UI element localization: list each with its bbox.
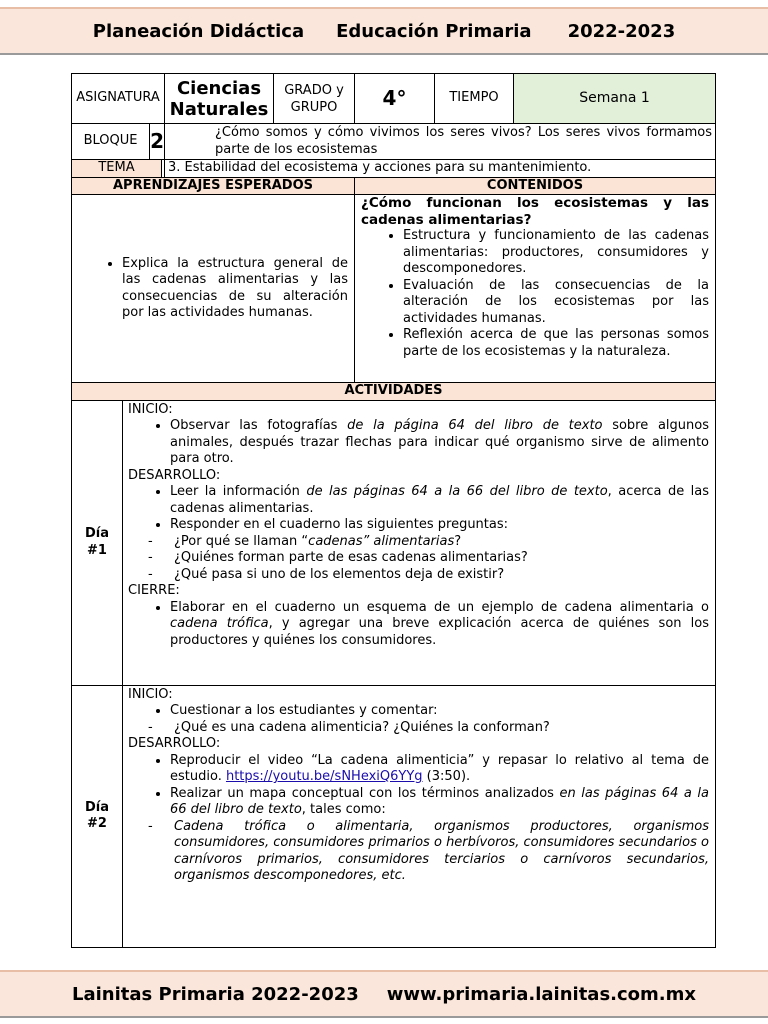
day2-desarrollo-item-2: • Realizar un mapa conceptual con los términos analizados en las páginas 64 a la 66 del libro de texto, tales como: bbox=[170, 786, 709, 819]
tema-row-left bbox=[72, 160, 165, 178]
grado-value: 4° bbox=[355, 74, 435, 124]
bloque-label: BLOQUE bbox=[72, 124, 150, 159]
aprendizajes-heading: APRENDIZAJES ESPERADOS bbox=[72, 177, 355, 195]
tema-label: TEMA bbox=[72, 160, 162, 177]
header-year: 2022-2023 bbox=[567, 20, 676, 42]
grado-label: GRADO y GRUPO bbox=[274, 74, 355, 124]
tiempo-label: TIEMPO bbox=[435, 74, 514, 124]
day1-inicio: INICIO: bbox=[128, 401, 173, 417]
day1-desarrollo: DESARROLLO: bbox=[128, 467, 221, 483]
day1-cierre: CIERRE: bbox=[128, 583, 180, 598]
contenidos-heading: CONTENIDOS bbox=[355, 177, 716, 195]
day1-desarrollo-item-1: • Leer la información de las páginas 64 a la 66 del libro de texto, acerca de las cadenas alimentarias. bbox=[170, 484, 709, 517]
bloque-text: ¿Cómo somos y cómo vivimos los seres vivos? Los seres vivos formamos parte de los ecosistemas bbox=[165, 124, 716, 160]
day2-question: - ¿Qué es una cadena alimenticia? ¿Quiénes la conforman? bbox=[148, 719, 550, 735]
actividades-heading: ACTIVIDADES bbox=[72, 383, 716, 401]
aprendizaje-item: • Explica la estructura general de las cadenas alimentarias y las consecuencias de su alteración por las actividades humanas. bbox=[122, 256, 348, 322]
asignatura-label: ASIGNATURA bbox=[72, 74, 165, 124]
footer-url[interactable]: www.primaria.lainitas.com.mx bbox=[386, 983, 696, 1005]
bloque-row-left bbox=[72, 124, 165, 160]
bloque-value: 2 bbox=[150, 129, 164, 154]
day1-question-3: - ¿Qué pasa si uno de los elementos deja de existir? bbox=[148, 566, 505, 582]
contenidos-question: ¿Cómo funcionan los ecosistemas y las cadenas alimentarias? bbox=[361, 195, 709, 228]
contenido-item-2: • Evaluación de las consecuencias de la alteración de los ecosistemas por las actividades humanas. bbox=[403, 278, 709, 328]
footer-banner bbox=[0, 970, 768, 1018]
day2-desarrollo-item-1: • Reproducir el video “La cadena alimenticia” y repasar lo relativo al tema de estudio. https://youtu.be/sNHexiQ6YYg (3:50). bbox=[170, 753, 709, 786]
contenido-item-1: • Estructura y funcionamiento de las cadenas alimentarias: productores, consumidores y descomponedores. bbox=[403, 228, 709, 278]
header-title: Planeación Didáctica bbox=[92, 20, 305, 42]
contenidos-cell bbox=[355, 195, 716, 383]
day2-content bbox=[123, 685, 716, 947]
day1-desarrollo-item-2: • Responder en el cuaderno las siguientes preguntas: bbox=[170, 517, 709, 534]
contenido-item-3: • Reflexión acerca de que las personas somos parte de los ecosistemas y la naturaleza. bbox=[403, 327, 709, 360]
day1-cierre-item: • Elaborar en el cuaderno un esquema de un ejemplo de cadena alimentaria o cadena trófica, y agregar una breve explicación acerca de quiénes son los productores y quiénes los consumidores. bbox=[170, 600, 709, 650]
day2-inicio-item: • Cuestionar a los estudiantes y comentar: bbox=[170, 703, 709, 720]
footer-brand: Lainitas Primaria 2022-2023 bbox=[72, 983, 359, 1005]
header-level: Educación Primaria bbox=[336, 20, 532, 42]
day1-question-2: - ¿Quiénes forman parte de esas cadenas alimentarias? bbox=[148, 550, 528, 565]
video-link[interactable]: https://youtu.be/sNHexiQ6YYg bbox=[225, 769, 423, 784]
day2-label: Día #2 bbox=[72, 685, 123, 947]
tiempo-value: Semana 1 bbox=[514, 74, 716, 124]
tema-value: 3. Estabilidad del ecosistema y acciones para su mantenimiento. bbox=[165, 160, 716, 178]
day1-inicio-item: • Observar las fotografías de la página 64 del libro de texto sobre algunos animales, después trazar flechas para indicar qué organismo sirve de alimento para otro. bbox=[170, 418, 709, 468]
day2-desarrollo: DESARROLLO: bbox=[128, 736, 221, 751]
day1-content bbox=[123, 400, 716, 685]
asignatura-value: Ciencias Naturales bbox=[165, 74, 274, 124]
aprendizajes-cell bbox=[72, 195, 355, 383]
planning-table bbox=[71, 73, 716, 948]
day2-inicio: INICIO: bbox=[128, 686, 173, 702]
day2-terms: - Cadena trófica o alimentaria, organismos productores, organismos consumidores, consumidores primarios o herbívoros, consumidores secundarios o carnívoros primarios, consumidores terciarios o carnívoros secundarios, organismos descomponedores, etc. bbox=[148, 818, 709, 883]
day1-label: Día #1 bbox=[72, 400, 123, 685]
day1-question-1: - ¿Por qué se llaman “cadenas” alimentarias? bbox=[148, 533, 462, 549]
header-banner bbox=[0, 7, 768, 55]
